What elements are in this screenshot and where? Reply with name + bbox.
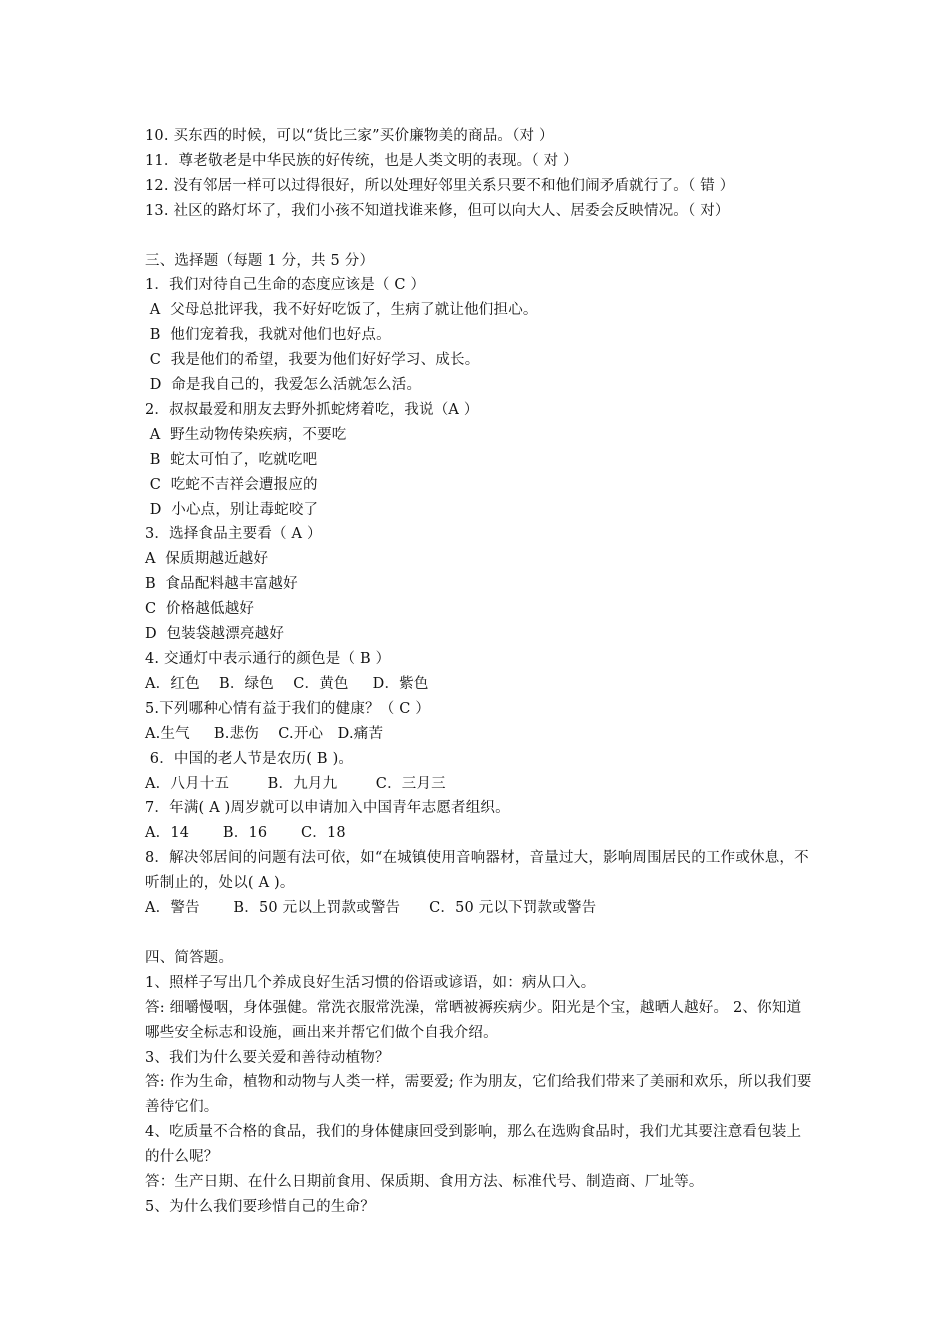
- choice-question-8: 8．解决邻居间的问题有法可依，如“在城镇使用音响器材，音量过大，影响周围居民的工作或休息，不听制止的，处以( A )。: [145, 850, 809, 892]
- choice-line: B 蛇太可怕了，吃就吃吧: [145, 451, 318, 468]
- choice-line: D 包装袋越漂亮越好: [145, 626, 285, 643]
- choice-line: 5.下列哪种心情有益于我们的健康？（ C ）: [145, 700, 431, 717]
- short-question-3: 3、我们为什么要关爱和善待动植物？: [145, 1049, 390, 1066]
- choice-line: 6．中国的老人节是农历( B )。: [145, 750, 354, 767]
- choice-options-8: A．警告 B．50 元以上罚款或警告 C．50 元以下罚款或警告: [145, 900, 597, 917]
- document-page: [145, 124, 815, 1220]
- tf-item-12: 12. 没有邻居一样可以过得很好，所以处理好邻里关系只要不和他们闹矛盾就行了。（ 错 ）: [145, 177, 735, 194]
- choice-line: 3．选择食品主要看（ A ）: [145, 526, 322, 543]
- section-heading-choice: 三、选择题（每题 1 分，共 5 分）: [145, 252, 375, 269]
- choice-line: A．红色 B．绿色 C．黄色 D．紫色: [145, 675, 429, 692]
- choice-line: C 我是他们的希望，我要为他们好好学习、成长。: [145, 352, 480, 369]
- choice-line: A.生气 B.悲伤 C.开心 D.痛苦: [145, 725, 384, 742]
- short-question-4: 4、吃质量不合格的食品，我们的身体健康回受到影响，那么在选购食品时，我们尤其要注意看包装上的什么呢？: [145, 1124, 802, 1166]
- short-answer-4: 答：生产日期、在什么日期前食用、保质期、食用方法、标准代号、制造商、厂址等。: [145, 1174, 704, 1191]
- short-answer-3: 答: 作为生命，植物和动物与人类一样，需要爱; 作为朋友，它们给我们带来了美丽和欢乐，所以我们要善待它们。: [145, 1074, 812, 1116]
- spacer: [145, 921, 815, 946]
- choice-line: A．14 B．16 C．18: [145, 825, 346, 842]
- choice-line: 1．我们对待自己生命的态度应该是（ C ）: [145, 277, 426, 294]
- choice-line: B 他们宠着我，我就对他们也好点。: [145, 327, 391, 344]
- section-heading-short: 四、简答题。: [145, 949, 234, 966]
- short-answer-1: 答: 细嚼慢咽，身体强健。常洗衣服常洗澡，常晒被褥疾病少。阳光是个宝，越晒人越好。 2、你知道哪些安全标志和设施，画出来并帮它们做个自我介绍。: [145, 999, 802, 1041]
- choice-line: 7．年满( A )周岁就可以申请加入中国青年志愿者组织。: [145, 800, 510, 817]
- tf-item-11: 11．尊老敬老是中华民族的好传统，也是人类文明的表现。（ 对 ）: [145, 152, 578, 169]
- choice-line: 4. 交通灯中表示通行的颜色是（ B ）: [145, 651, 391, 668]
- choice-line: B 食品配料越丰富越好: [145, 576, 298, 593]
- tf-item-13: 13. 社区的路灯坏了，我们小孩不知道找谁来修，但可以向大人、居委会反映情况。（ 对）: [145, 202, 730, 219]
- choice-line: 2．叔叔最爱和朋友去野外抓蛇烤着吃，我说（A ）: [145, 401, 479, 418]
- choice-line: A 父母总批评我，我不好好吃饭了，生病了就让他们担心。: [145, 302, 538, 319]
- spacer: [145, 224, 815, 249]
- choice-line: A 野生动物传染疾病，不要吃: [145, 426, 347, 443]
- short-question-5: 5、为什么我们要珍惜自己的生命？: [145, 1198, 375, 1215]
- choice-line: A 保质期越近越好: [145, 551, 269, 568]
- tf-item-10: 10. 买东西的时候，可以“货比三家”买价廉物美的商品。（对 ）: [145, 128, 554, 144]
- choice-line: D 小心点，别让毒蛇咬了: [145, 501, 319, 518]
- choice-line: C 价格越低越好: [145, 601, 255, 618]
- choice-line: A．八月十五 B．九月九 C．三月三: [145, 775, 446, 792]
- short-question-1: 1、照样子写出几个养成良好生活习惯的俗语或谚语，如：病从口入。: [145, 974, 596, 991]
- choice-line: C 吃蛇不吉祥会遭报应的: [145, 476, 318, 493]
- choice-line: D 命是我自己的，我爱怎么活就怎么活。: [145, 377, 422, 394]
